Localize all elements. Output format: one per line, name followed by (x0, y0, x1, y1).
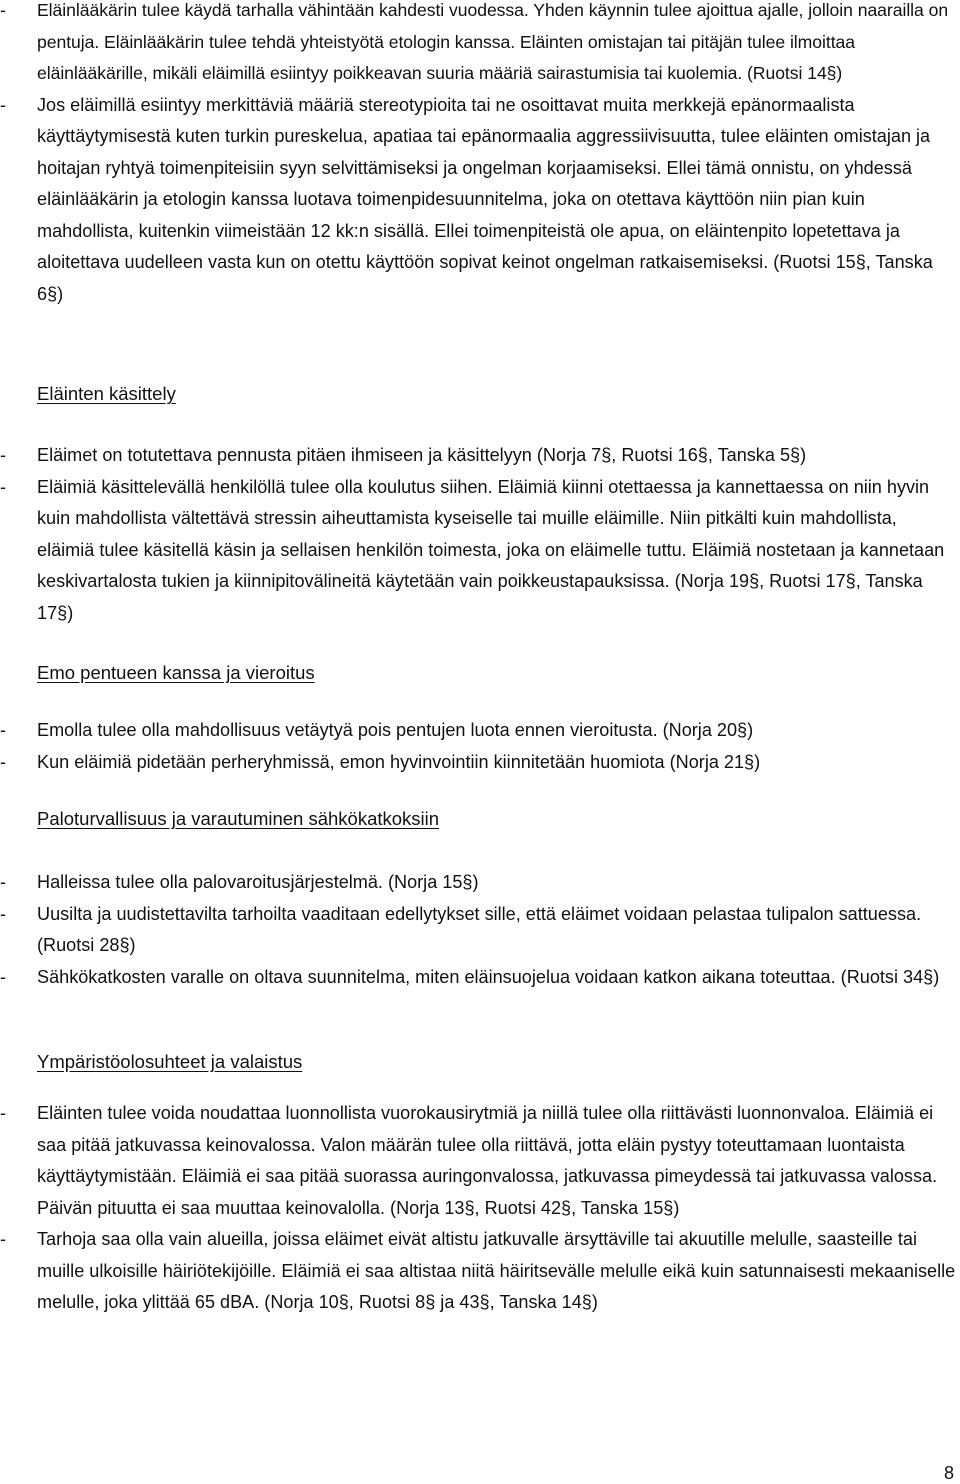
list-item (0, 899, 958, 962)
list-dash: - (0, 445, 7, 465)
list-item-text: Eläimet on totutettava pennusta pitäen ihmiseen ja käsittelyyn (Norja 7§, Ruotsi 16§, Tanska 5§) (37, 445, 807, 465)
section-heading-environment: Ympäristöolosuhteet ja valaistus (37, 1051, 303, 1072)
section-heading-weaning: Emo pentueen kanssa ja vieroitus (37, 662, 315, 683)
list-dash: - (0, 903, 7, 924)
section-list-environment (0, 1098, 958, 1319)
section-heading-fire-safety: Paloturvallisuus ja varautuminen sähkökatkoksiin (37, 808, 440, 829)
list-item-text: Emolla tulee olla mahdollisuus vetäytyä pois pentujen luota ennen vieroitusta. (Norja 20§) (37, 720, 754, 740)
list-dash: - (0, 0, 6, 20)
list-item-text: Uusilta ja uudistettavilta tarhoilta vaaditaan edellytykset sille, että eläimet voidaan pelastaa tulipalon sattuessa. (Ruotsi 28§) (37, 903, 922, 955)
section-list-weaning (0, 715, 958, 778)
list-dash: - (0, 476, 7, 497)
section-list-fire-safety (0, 867, 958, 993)
intro-list (0, 0, 958, 310)
list-dash: - (0, 94, 7, 115)
list-dash: - (0, 1229, 7, 1249)
list-item (0, 1098, 958, 1224)
list-dash: - (0, 966, 7, 987)
list-item-text: Eläinten tulee voida noudattaa luonnollista vuorokausirytmiä ja niillä tulee olla riittävästi luonnonvaloa. Eläimiä ei saa pitää jatkuvassa keinovalossa. Valon määrän tulee olla riittävä, jotta eläin pystyy toteuttamaan luontaista käyttäytymistään. Eläimiä ei saa pitää suorassa auringonvalossa, jatkuvassa pimeydessä tai jatkuvassa valossa. Päivän pituutta ei saa muuttaa keinovalolla. (Norja 13§, Ruotsi 42§, Tanska 15§) (37, 1103, 938, 1218)
list-item-text: Kun eläimiä pidetään perheryhmissä, emon hyvinvointiin kiinnitetään huomiota (Norja 21§) (37, 751, 761, 772)
page-number: 8 (943, 1463, 954, 1483)
list-item (0, 440, 958, 472)
list-item-text: Eläinlääkärin tulee käydä tarhalla vähintään kahdesti vuodessa. Yhden käynnin tulee ajoittua ajalle, jolloin naarailla on pentuja. Eläinlääkärin tulee tehdä yhteistyötä etologin kanssa. Eläinten omistajan tai pitäjän tulee ilmoittaa eläinlääkärille, mikäli eläimillä esiintyy poikkeavan suuria määriä sairastumisia tai kuolemia. (Ruotsi 14§) (37, 0, 949, 83)
section-heading-handling: Eläinten käsittely (37, 383, 176, 404)
list-item (0, 867, 958, 899)
list-item-text: Tarhoja saa olla vain alueilla, joissa eläimet eivät altistu jatkuvalle ärsyttäville tai akuutille melulle, saasteille tai muille ulkoisille häiriötekijöille. Eläimiä ei saa altistaa niitä häiritsevälle melulle eikä kuin satunnaisesti mekaaniselle melulle, joka ylittää 65 dBA. (Norja 10§, Ruotsi 8§ ja 43§, Tanska 14§) (37, 1229, 956, 1312)
list-dash: - (0, 1103, 7, 1123)
list-item (0, 747, 958, 779)
list-item-text: Sähkökatkosten varalle on oltava suunnitelma, miten eläinsuojelua voidaan katkon aikana toteuttaa. (Ruotsi 34§) (37, 966, 940, 987)
list-dash: - (0, 720, 7, 740)
list-item (0, 715, 958, 747)
list-item-text: Eläimiä käsittelevällä henkilöllä tulee olla koulutus siihen. Eläimiä kiinni otettaessa ja kannettaessa on niin hyvin kuin mahdollista vältettävä stressin aiheuttamista kyseiselle tai muille eläimille. Niin pitkälti kuin mahdollista, eläimiä tulee käsitellä käsin ja sellaisen henkilön toimesta, joka on eläimelle tuttu. Eläimiä nostetaan ja kannetaan keskivartalosta tukien ja kiinnipitovälineitä käytetään vain poikkeustapauksissa. (Norja 19§, Ruotsi 17§, Tanska 17§) (37, 476, 945, 623)
list-item-text: Halleissa tulee olla palovaroitusjärjestelmä. (Norja 15§) (37, 872, 479, 892)
list-item (0, 90, 958, 311)
list-item-text: Jos eläimillä esiintyy merkittäviä määriä stereotypioita tai ne osoittavat muita merkkejä epänormaalista käyttäytymisestä kuten turkin pureskelua, apatiaa tai epänormaalia aggressiivisuutta, tulee eläinten omistajan ja hoitajan ryhtyä toimenpiteisiin syyn selvittämiseksi ja ongelman korjaamiseksi. Ellei tämä onnistu, on yhdessä eläinlääkärin ja etologin kanssa luotava toimenpidesuunnitelma, joka on otettava käyttöön niin pian kuin mahdollista, kuitenkin viimeistään 12 kk:n sisällä. Ellei toimenpiteistä ole apua, on eläintenpito lopetettava ja aloitettava uudelleen vasta kun on otettu käyttöön sopivat keinot ongelman ratkaisemiseksi. (Ruotsi 15§, Tanska 6§) (37, 94, 933, 304)
list-dash: - (0, 872, 7, 892)
list-item (0, 962, 958, 994)
list-item (0, 472, 958, 630)
list-item (0, 1224, 958, 1319)
list-item (0, 0, 958, 90)
list-dash: - (0, 751, 7, 772)
section-list-handling (0, 440, 958, 629)
